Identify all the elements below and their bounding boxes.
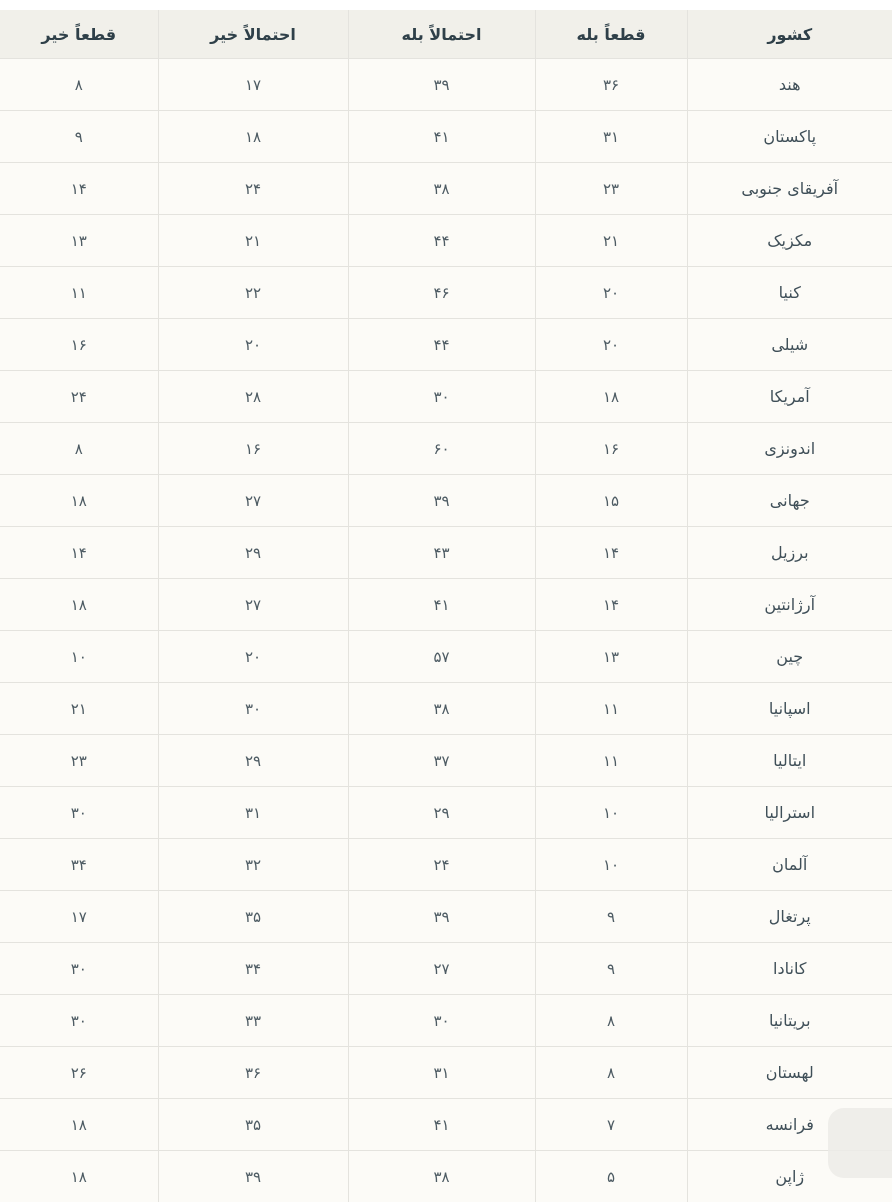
country-cell: لهستان	[687, 1047, 892, 1099]
table-row	[0, 59, 892, 111]
table-row	[0, 423, 892, 475]
value-cell: ۴۱	[348, 111, 535, 163]
country-cell: چین	[687, 631, 892, 683]
value-cell: ۲۸	[158, 371, 348, 423]
value-cell: ۱۶	[535, 423, 687, 475]
country-cell: مکزیک	[687, 215, 892, 267]
country-cell: فرانسه	[687, 1099, 892, 1151]
value-cell: ۲۱	[0, 683, 158, 735]
value-cell: ۸	[535, 1047, 687, 1099]
value-cell: ۲۴	[0, 371, 158, 423]
value-cell: ۹	[535, 891, 687, 943]
value-cell: ۳۵	[158, 891, 348, 943]
value-cell: ۱۱	[535, 735, 687, 787]
value-cell: ۳۱	[158, 787, 348, 839]
country-cell: ایتالیا	[687, 735, 892, 787]
value-cell: ۳۹	[348, 475, 535, 527]
table-row	[0, 371, 892, 423]
country-cell: آرژانتین	[687, 579, 892, 631]
country-cell: اسپانیا	[687, 683, 892, 735]
table-row	[0, 943, 892, 995]
value-cell: ۳۱	[535, 111, 687, 163]
value-cell: ۱۵	[535, 475, 687, 527]
value-cell: ۳۰	[0, 787, 158, 839]
value-cell: ۱۸	[0, 1099, 158, 1151]
value-cell: ۴۱	[348, 1099, 535, 1151]
value-cell: ۲۰	[535, 319, 687, 371]
table-row	[0, 475, 892, 527]
value-cell: ۳۶	[535, 59, 687, 111]
table-row	[0, 891, 892, 943]
value-cell: ۷	[535, 1099, 687, 1151]
value-cell: ۲۹	[158, 735, 348, 787]
value-cell: ۱۳	[535, 631, 687, 683]
value-cell: ۲۲	[158, 267, 348, 319]
table-row	[0, 527, 892, 579]
country-cell: شیلی	[687, 319, 892, 371]
value-cell: ۲۷	[158, 579, 348, 631]
value-cell: ۲۴	[158, 163, 348, 215]
value-cell: ۱۰	[535, 839, 687, 891]
value-cell: ۳۳	[158, 995, 348, 1047]
table-row	[0, 839, 892, 891]
corner-overlay	[828, 1108, 892, 1178]
table-row	[0, 1047, 892, 1099]
country-cell: هند	[687, 59, 892, 111]
value-cell: ۱۶	[158, 423, 348, 475]
value-cell: ۲۶	[0, 1047, 158, 1099]
value-cell: ۳۷	[348, 735, 535, 787]
country-cell: بریتانیا	[687, 995, 892, 1047]
country-cell: ژاپن	[687, 1151, 892, 1202]
value-cell: ۱۸	[535, 371, 687, 423]
value-cell: ۱۶	[0, 319, 158, 371]
country-cell: استرالیا	[687, 787, 892, 839]
table-row	[0, 579, 892, 631]
table-row	[0, 1099, 892, 1151]
header-row	[0, 10, 892, 59]
value-cell: ۲۷	[348, 943, 535, 995]
value-cell: ۱۴	[0, 527, 158, 579]
value-cell: ۹	[0, 111, 158, 163]
value-cell: ۲۷	[158, 475, 348, 527]
table-row	[0, 787, 892, 839]
value-cell: ۲۹	[158, 527, 348, 579]
value-cell: ۱۸	[0, 1151, 158, 1202]
value-cell: ۸	[535, 995, 687, 1047]
value-cell: ۳۶	[158, 1047, 348, 1099]
table-row	[0, 111, 892, 163]
table-row	[0, 683, 892, 735]
value-cell: ۲۰	[158, 631, 348, 683]
value-cell: ۲۴	[348, 839, 535, 891]
table-header	[0, 10, 892, 59]
value-cell: ۲۱	[158, 215, 348, 267]
value-cell: ۳۹	[348, 59, 535, 111]
value-cell: ۱۴	[535, 579, 687, 631]
header-definitely-yes: قطعاً بله	[535, 10, 687, 59]
value-cell: ۵	[535, 1151, 687, 1202]
table-row	[0, 319, 892, 371]
country-cell: اندونزی	[687, 423, 892, 475]
country-cell: پرتغال	[687, 891, 892, 943]
value-cell: ۳۴	[0, 839, 158, 891]
value-cell: ۱۳	[0, 215, 158, 267]
value-cell: ۲۹	[348, 787, 535, 839]
value-cell: ۶۰	[348, 423, 535, 475]
table-row	[0, 735, 892, 787]
country-cell: آلمان	[687, 839, 892, 891]
table-body	[0, 59, 892, 1202]
country-cell: جهانی	[687, 475, 892, 527]
survey-table	[0, 10, 892, 1202]
value-cell: ۲۰	[535, 267, 687, 319]
value-cell: ۳۸	[348, 163, 535, 215]
value-cell: ۱۴	[0, 163, 158, 215]
value-cell: ۱۸	[0, 475, 158, 527]
country-cell: کنیا	[687, 267, 892, 319]
value-cell: ۴۴	[348, 215, 535, 267]
value-cell: ۳۸	[348, 683, 535, 735]
value-cell: ۱۰	[0, 631, 158, 683]
header-probably-yes: احتمالاً بله	[348, 10, 535, 59]
country-cell: برزیل	[687, 527, 892, 579]
value-cell: ۲۰	[158, 319, 348, 371]
value-cell: ۱۴	[535, 527, 687, 579]
value-cell: ۴۴	[348, 319, 535, 371]
table-row	[0, 267, 892, 319]
country-cell: آمریکا	[687, 371, 892, 423]
value-cell: ۳۱	[348, 1047, 535, 1099]
value-cell: ۳۹	[348, 891, 535, 943]
value-cell: ۳۹	[158, 1151, 348, 1202]
value-cell: ۳۰	[158, 683, 348, 735]
value-cell: ۳۴	[158, 943, 348, 995]
value-cell: ۳۰	[0, 995, 158, 1047]
value-cell: ۴۶	[348, 267, 535, 319]
value-cell: ۴۳	[348, 527, 535, 579]
country-cell: پاکستان	[687, 111, 892, 163]
value-cell: ۱۰	[535, 787, 687, 839]
value-cell: ۸	[0, 59, 158, 111]
table-row	[0, 163, 892, 215]
value-cell: ۱۷	[158, 59, 348, 111]
value-cell: ۱۱	[535, 683, 687, 735]
header-definitely-no: قطعاً خیر	[0, 10, 158, 59]
value-cell: ۱۷	[0, 891, 158, 943]
table-row	[0, 995, 892, 1047]
table-row	[0, 631, 892, 683]
table-row	[0, 215, 892, 267]
value-cell: ۲۱	[535, 215, 687, 267]
value-cell: ۳۲	[158, 839, 348, 891]
value-cell: ۳۰	[348, 995, 535, 1047]
header-country: کشور	[687, 10, 892, 59]
value-cell: ۹	[535, 943, 687, 995]
value-cell: ۳۵	[158, 1099, 348, 1151]
value-cell: ۱۸	[158, 111, 348, 163]
country-cell: کانادا	[687, 943, 892, 995]
value-cell: ۲۳	[0, 735, 158, 787]
value-cell: ۸	[0, 423, 158, 475]
header-probably-no: احتمالاً خیر	[158, 10, 348, 59]
value-cell: ۲۳	[535, 163, 687, 215]
value-cell: ۴۱	[348, 579, 535, 631]
value-cell: ۵۷	[348, 631, 535, 683]
value-cell: ۳۰	[348, 371, 535, 423]
country-cell: آفریقای جنوبی	[687, 163, 892, 215]
value-cell: ۳۰	[0, 943, 158, 995]
value-cell: ۳۸	[348, 1151, 535, 1202]
value-cell: ۱۱	[0, 267, 158, 319]
table-row	[0, 1151, 892, 1202]
value-cell: ۱۸	[0, 579, 158, 631]
